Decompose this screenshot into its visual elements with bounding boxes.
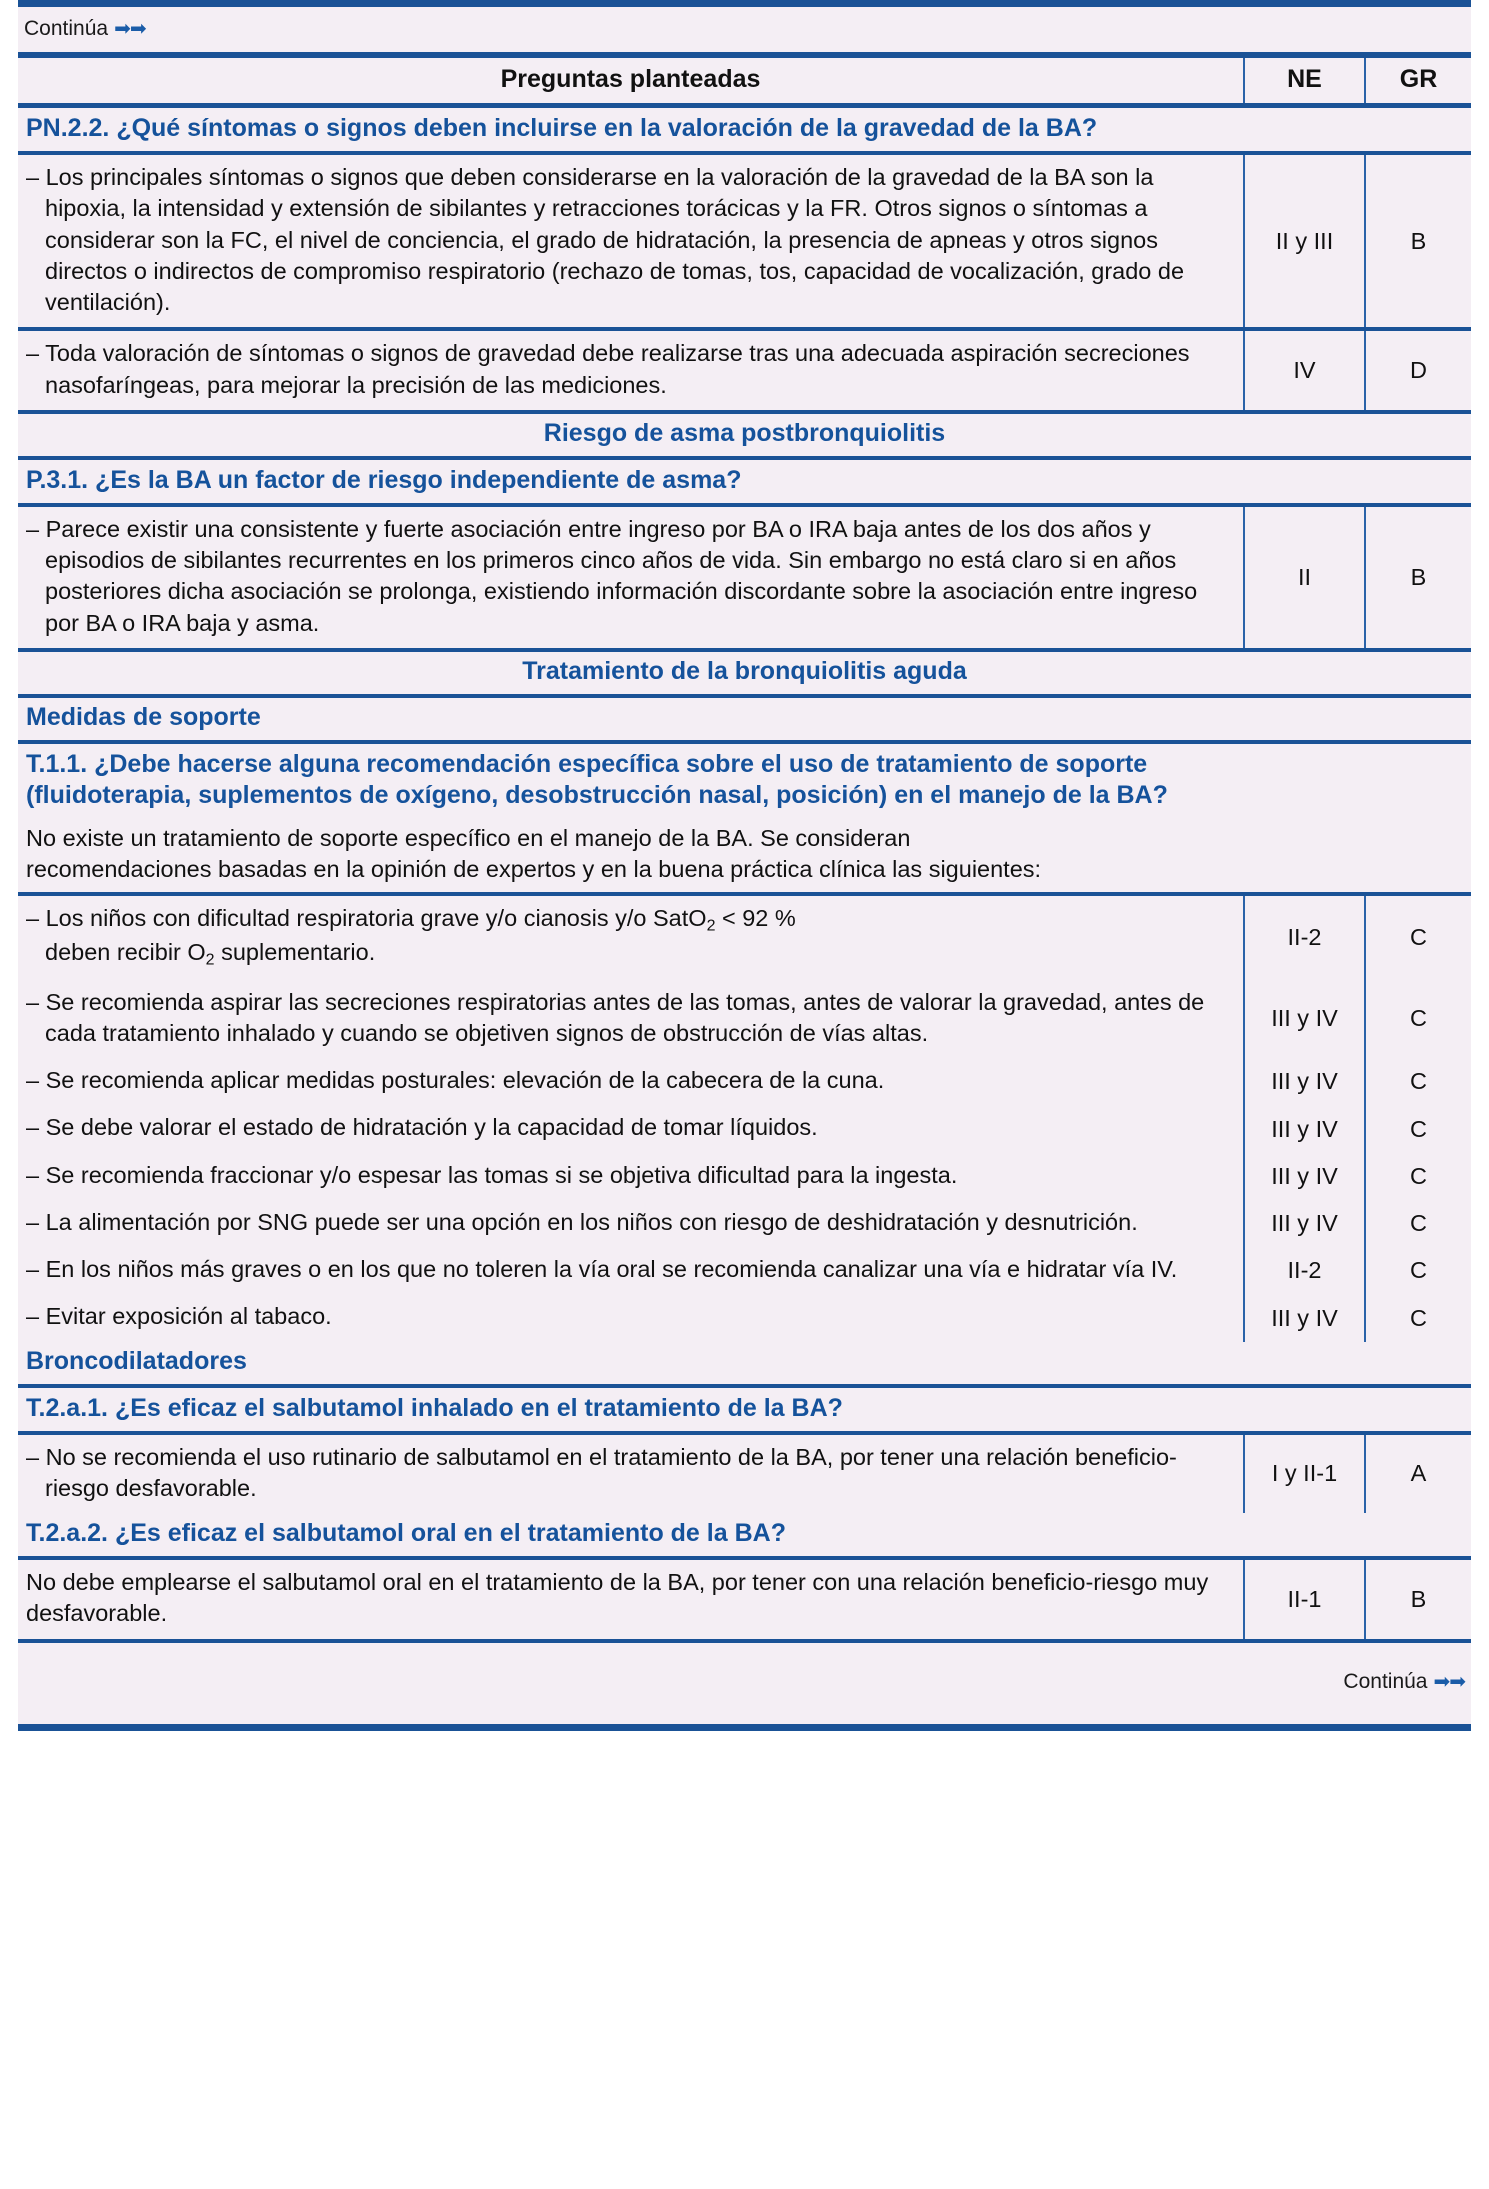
table-row — [18, 1433, 1471, 1514]
column-header-question: Preguntas planteadas — [18, 58, 1244, 106]
subsection-banner-row — [18, 696, 1471, 742]
question-heading-row — [18, 106, 1471, 154]
recommendation-text — [18, 894, 1244, 979]
evidence-level: I y II-1 — [1244, 1433, 1365, 1514]
recommendation-text: – No se recomienda el uso rutinario de salbutamol en el tratamiento de la BA, por tener una relación beneficio-riesgo desfavorable. — [26, 1443, 1177, 1501]
evidence-level: III y IV — [1244, 1294, 1365, 1341]
column-header-ne: NE — [1244, 58, 1365, 106]
recommendation-grade: C — [1365, 1247, 1471, 1294]
rec-text-part: suplementario. — [214, 938, 376, 965]
section-banner-text: Riesgo de asma postbronquiolitis — [18, 412, 1471, 458]
recommendation-grade: D — [1365, 329, 1471, 412]
question-heading-row — [18, 1513, 1471, 1558]
intro-line-2: recomendaciones basadas en la opinión de expertos y en la buena práctica clínica las siguientes: — [26, 856, 1042, 882]
question-heading-row — [18, 1386, 1471, 1433]
evidence-level: III y IV — [1244, 1058, 1365, 1105]
evidence-level: II-2 — [1244, 1247, 1365, 1294]
question-heading-line-1: T.1.1. ¿Debe hacerse alguna recomendación específica sobre el uso de tratamiento de soporte — [26, 749, 1148, 778]
guidelines-table — [18, 58, 1471, 1643]
table-row — [18, 1153, 1471, 1200]
evidence-level: III y IV — [1244, 1200, 1365, 1247]
recommendation-text: – Se recomienda aspirar las secreciones respiratorias antes de las tomas, antes de valorar la gravedad, antes de cada tratamiento inhalado y cuando se objetiven signos de obstrucción de vías altas. — [26, 988, 1205, 1046]
evidence-level: II — [1244, 505, 1365, 650]
question-heading-text: T.2.a.1. ¿Es eficaz el salbutamol inhalado en el tratamiento de la BA? — [18, 1386, 1471, 1433]
recommendation-text: – Evitar exposición al tabaco. — [26, 1303, 332, 1330]
intro-line-1: No existe un tratamiento de soporte específico en el manejo de la BA. Se consideran — [26, 824, 911, 851]
table-row — [18, 1200, 1471, 1247]
recommendation-grade: C — [1365, 1294, 1471, 1341]
question-heading-text: PN.2.2. ¿Qué síntomas o signos deben incluirse en la valoración de la gravedad de la BA? — [18, 106, 1471, 154]
table-header-row — [18, 58, 1471, 106]
question-heading-text: T.2.a.2. ¿Es eficaz el salbutamol oral en el tratamiento de la BA? — [18, 1513, 1471, 1558]
intro-row — [18, 818, 1471, 895]
continua-arrows-icon: ➡➡ — [1433, 1670, 1465, 1693]
rec-text-part: – Los niños con dificultad respiratoria grave y/o cianosis y/o SatO — [26, 905, 707, 932]
recommendation-grade: B — [1365, 1558, 1471, 1641]
question-heading-row — [18, 458, 1471, 505]
recommendation-text: – Parece existir una consistente y fuerte asociación entre ingreso por BA o IRA baja antes de los dos años y episodios de sibilantes recurrentes en los primeros cinco años de vida. Sin embargo no está claro si en años posteriores dicha asociación se prolonga, existiendo información discordante sobre la asociación entre ingreso por BA o IRA baja y asma. — [26, 515, 1198, 636]
recommendation-grade: A — [1365, 1433, 1471, 1514]
recommendation-text: No debe emplearse el salbutamol oral en el tratamiento de la BA, por tener con una relación beneficio-riesgo muy desfavorable. — [18, 1558, 1244, 1641]
table-row — [18, 1294, 1471, 1341]
recommendation-text: – En los niños más graves o en los que no toleren la vía oral se recomienda canalizar una vía e hidratar vía IV. — [26, 1256, 1178, 1283]
continua-header — [18, 7, 1471, 58]
recommendation-grade: C — [1365, 980, 1471, 1059]
subscript-two: 2 — [205, 951, 215, 969]
evidence-level: III y IV — [1244, 980, 1365, 1059]
recommendation-text: – Se recomienda fraccionar y/o espesar las tomas si se objetiva dificultad para la ingesta. — [26, 1161, 958, 1188]
recommendation-text: – Se debe valorar el estado de hidratación y la capacidad de tomar líquidos. — [26, 1114, 818, 1141]
recommendation-line-1 — [26, 903, 1233, 937]
table-row — [18, 1105, 1471, 1152]
recommendation-text: – Los principales síntomas o signos que deben considerarse en la valoración de la gravedad de la BA son la hipoxia, la intensidad y extensión de sibilantes y retracciones torácicas y la FR. Otros signos o síntomas a considerar son la FC, el nivel de conciencia, el grado de hidratación, la presencia de apneas y otros signos directos o indirectos de compromiso respiratorio (rechazo de tomas, tos, capacidad de vocalización, grado de ventilación). — [18, 153, 1244, 329]
recommendation-grade: B — [1365, 153, 1471, 329]
intro-text — [18, 818, 1471, 895]
question-heading-line-2: (fluidoterapia, suplementos de oxígeno, desobstrucción nasal, posición) en el manejo de la BA? — [26, 780, 1168, 809]
subscript-two: 2 — [706, 917, 716, 935]
recommendation-text: – La alimentación por SNG puede ser una opción en los niños con riesgo de deshidratación y desnutrición. — [26, 1208, 1138, 1235]
table-row — [18, 505, 1471, 650]
section-banner-row — [18, 650, 1471, 696]
rec-text-part: deben recibir O — [45, 938, 206, 965]
table-row — [18, 329, 1471, 412]
evidence-level: III y IV — [1244, 1105, 1365, 1152]
recommendation-grade: C — [1365, 1058, 1471, 1105]
recommendation-grade: C — [1365, 1105, 1471, 1152]
evidence-level: III y IV — [1244, 1153, 1365, 1200]
continua-header-label: Continúa — [24, 17, 109, 40]
continua-footer-label: Continúa — [1343, 1669, 1428, 1693]
recommendation-line-2 — [26, 937, 1233, 971]
evidence-level: II-1 — [1244, 1558, 1365, 1641]
table-row — [18, 1247, 1471, 1294]
column-header-gr: GR — [1365, 58, 1471, 106]
continua-footer — [18, 1643, 1471, 1724]
section-banner-row — [18, 412, 1471, 458]
question-heading-row — [18, 742, 1471, 818]
recommendation-grade: B — [1365, 505, 1471, 650]
evidence-level: IV — [1244, 329, 1365, 412]
evidence-level: II-2 — [1244, 894, 1365, 979]
recommendation-text: – Se recomienda aplicar medidas posturales: elevación de la cabecera de la cuna. — [26, 1067, 885, 1094]
section-banner-text: Tratamiento de la bronquiolitis aguda — [18, 650, 1471, 696]
continua-arrows-icon: ➡➡ — [114, 18, 146, 40]
recommendation-text: – Toda valoración de síntomas o signos de gravedad debe realizarse tras una adecuada aspiración secreciones nasofaríngeas, para mejorar la precisión de las mediciones. — [26, 340, 1190, 398]
question-heading-text — [18, 742, 1471, 818]
recommendation-grade: C — [1365, 894, 1471, 979]
rec-text-part: < 92 % — [715, 905, 796, 932]
evidence-level: II y III — [1244, 153, 1365, 329]
subsection-banner-text: Medidas de soporte — [18, 696, 1471, 742]
recommendation-grade: C — [1365, 1153, 1471, 1200]
table-row — [18, 1558, 1471, 1641]
table-row — [18, 1058, 1471, 1105]
table-sheet — [18, 0, 1471, 1731]
table-row — [18, 894, 1471, 979]
question-heading-text: P.3.1. ¿Es la BA un factor de riesgo independiente de asma? — [18, 458, 1471, 505]
table-row — [18, 980, 1471, 1059]
subsection-banner-text: Broncodilatadores — [18, 1342, 1471, 1386]
subsection-banner-row — [18, 1342, 1471, 1386]
recommendation-grade: C — [1365, 1200, 1471, 1247]
table-row — [18, 153, 1471, 329]
